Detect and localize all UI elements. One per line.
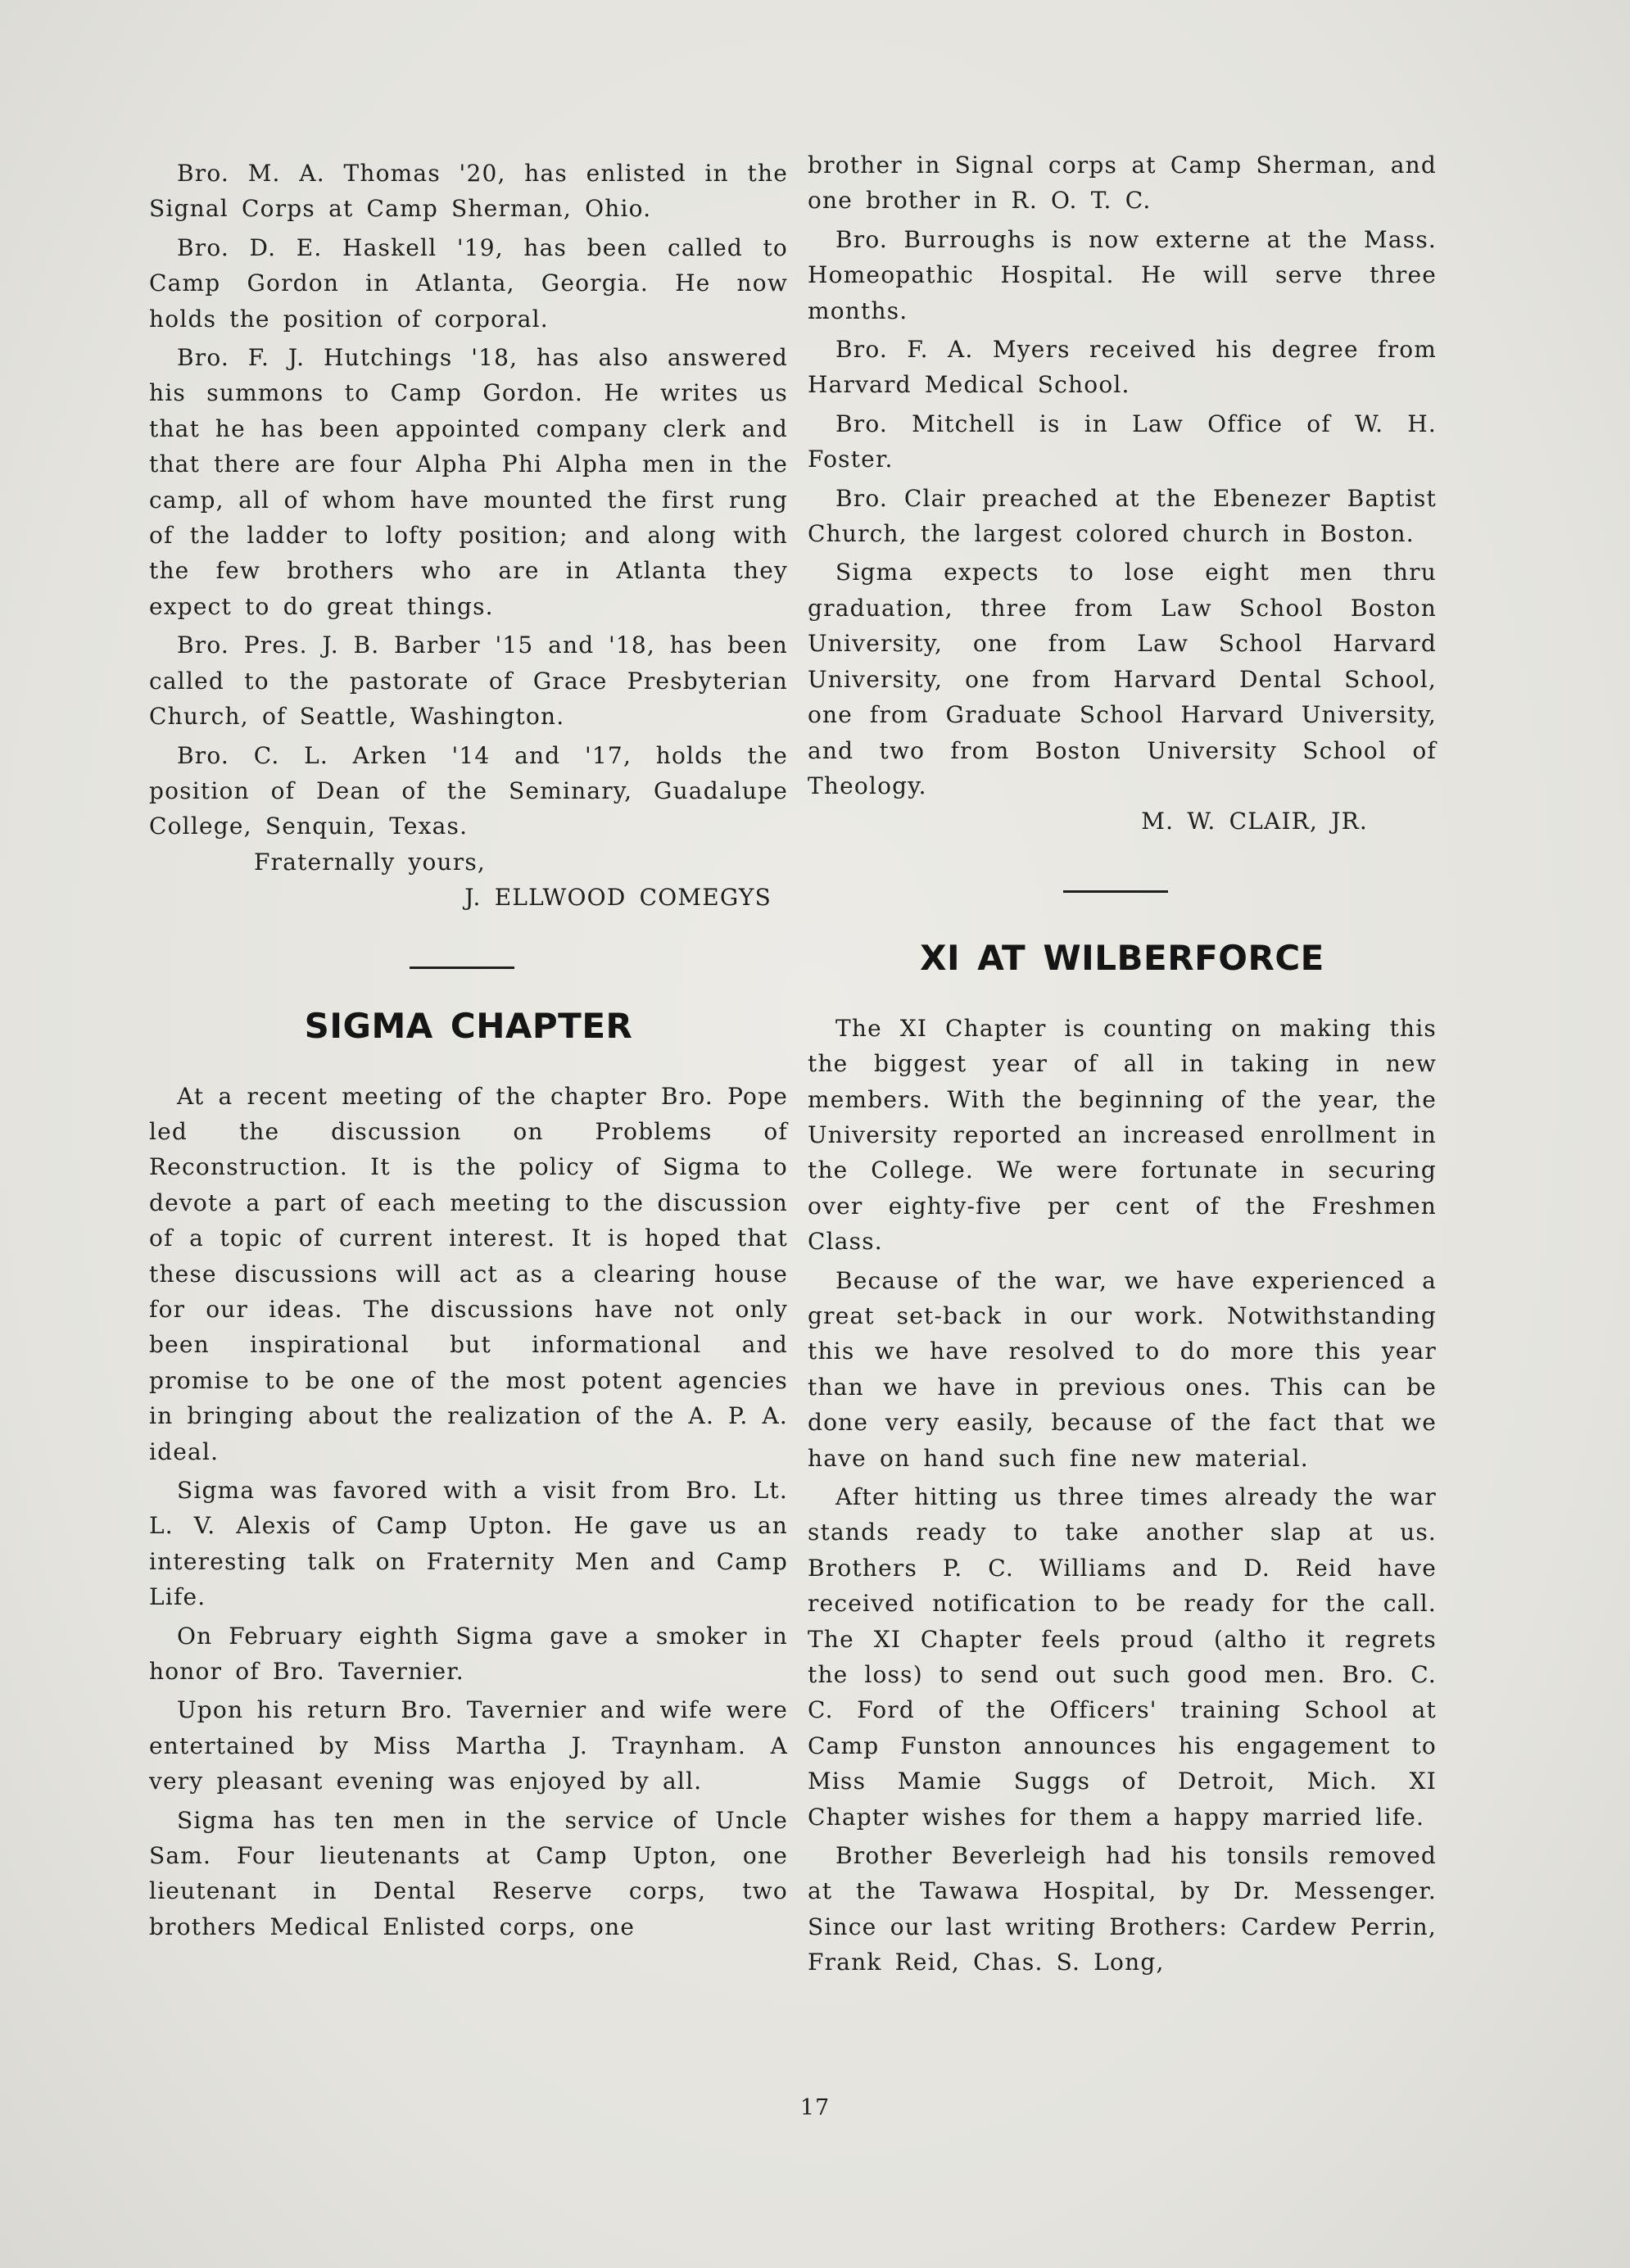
paragraph-thomas: Bro. M. A. Thomas '20, has enlisted in the Signal Corps at Camp Sherman, Ohio. (149, 160, 788, 223)
paragraph-xi-call: After hitting us three times already the war stands ready to take another slap at us. Brothers P. C. Williams and D. Reid have received notification to be ready for the call. The XI Chapter feels proud (altho it regrets the loss) to send out such good men. Bro. C. C. Ford of the Officers' training School at Camp Funston announces his engagement to Miss Mamie Suggs of Detroit, Mich. XI Chapter wishes for them a happy married life. (808, 1483, 1437, 1831)
paragraph-sigma-service: Sigma has ten men in the service of Uncle Sam. Four lieutenants at Camp Upton, one lieutenant in Dental Reserve corps, two brothers Medical Enlisted corps, one (149, 1806, 788, 1940)
letter-closing: Fraternally yours, (254, 848, 487, 876)
paragraph-xi-war: Because of the war, we have experienced a great set-back in our work. Notwithstanding this we have resolved to do more this year than we have in previous ones. This can be done very easily, because of the fact that we have on hand such fine new material. (808, 1266, 1437, 1472)
paragraph-clair: Bro. Clair preached at the Ebenezer Baptist Church, the largest colored church in Boston. (808, 484, 1437, 548)
paragraph-continued: brother in Signal corps at Camp Sherman, and one brother in R. O. T. C. (808, 152, 1437, 215)
section-divider (1063, 890, 1168, 893)
heading-xi-at-wilberforce: XI AT WILBERFORCE (920, 937, 1324, 978)
paragraph-xi-members: The XI Chapter is counting on making this the biggest year of all in taking in new members. With the beginning of the year, the University reported an increased enrollment in the College. We were fortunate in securing over eighty-five per cent of the Freshmen Class. (808, 1014, 1437, 1256)
paragraph-mitchell: Bro. Mitchell is in Law Office of W. H. Foster. (808, 410, 1437, 473)
paragraph-haskell: Bro. D. E. Haskell '19, has been called to Camp Gordon in Atlanta, Georgia. He now holds the position of corporal. (149, 233, 788, 333)
paragraph-graduation: Sigma expects to lose eight men thru graduation, three from Law School Boston University, one from Law School Harvard University, one from Harvard Dental School, one from Graduate School Harvard University, and two from Boston University School of Theology. (808, 559, 1437, 799)
paragraph-hutchings: Bro. F. J. Hutchings '18, has also answered his summons to Camp Gordon. He writes us that he has been appointed company clerk and that there are four Alpha Phi Alpha men in the camp, all of whom have mounted the first rung of the ladder to lofty position; and along with the few brothers who are in Atlanta they expect to do great things. (149, 344, 788, 620)
paragraph-burroughs: Bro. Burroughs is now externe at the Mass. Homeopathic Hospital. He will serve three months. (808, 225, 1437, 324)
paragraph-sigma-tavernier: Upon his return Bro. Tavernier and wife were entertained by Miss Martha J. Traynham. A very pleasant evening was enjoyed by all. (149, 1696, 788, 1795)
heading-sigma-chapter: SIGMA CHAPTER (304, 1005, 633, 1046)
paragraph-sigma-meeting: At a recent meeting of the chapter Bro. Pope led the discussion on Problems of Reconstruction. It is the policy of Sigma to devote a part of each meeting to the discussion of a topic of current interest. It is hoped that these discussions will act as a clearing house for our ideas. The discussions have not only been inspirational but informational and promise to be one of the most potent agencies in bringing about the realization of the A. P. A. ideal. (149, 1082, 788, 1465)
signature-clair: M. W. CLAIR, JR. (1141, 808, 1368, 835)
paragraph-myers: Bro. F. A. Myers received his degree from Harvard Medical School. (808, 336, 1437, 399)
paragraph-arken: Bro. C. L. Arken '14 and '17, holds the position of Dean of the Seminary, Guadalupe College, Senquin, Texas. (149, 741, 788, 840)
left-column (149, 156, 788, 1948)
signature-comegys: J. ELLWOOD COMEGYS (464, 884, 772, 912)
page-number: 17 (799, 2095, 831, 2121)
paragraph-barber: Bro. Pres. J. B. Barber '15 and '18, has been called to the pastorate of Grace Presbyterian Church, of Seattle, Washington. (149, 632, 788, 731)
paragraph-xi-beverleigh: Brother Beverleigh had his tonsils removed at the Tawawa Hospital, by Dr. Messenger. Since our last writing Brothers: Cardew Perrin, Frank Reid, Chas. S. Long, (808, 1842, 1437, 1976)
right-column (808, 147, 1437, 1984)
paragraph-sigma-visit: Sigma was favored with a visit from Bro. Lt. L. V. Alexis of Camp Upton. He gave us an interesting talk on Fraternity Men and Camp Life. (149, 1477, 788, 1611)
paragraph-sigma-smoker: On February eighth Sigma gave a smoker in honor of Bro. Tavernier. (149, 1622, 788, 1686)
section-divider (410, 967, 514, 969)
